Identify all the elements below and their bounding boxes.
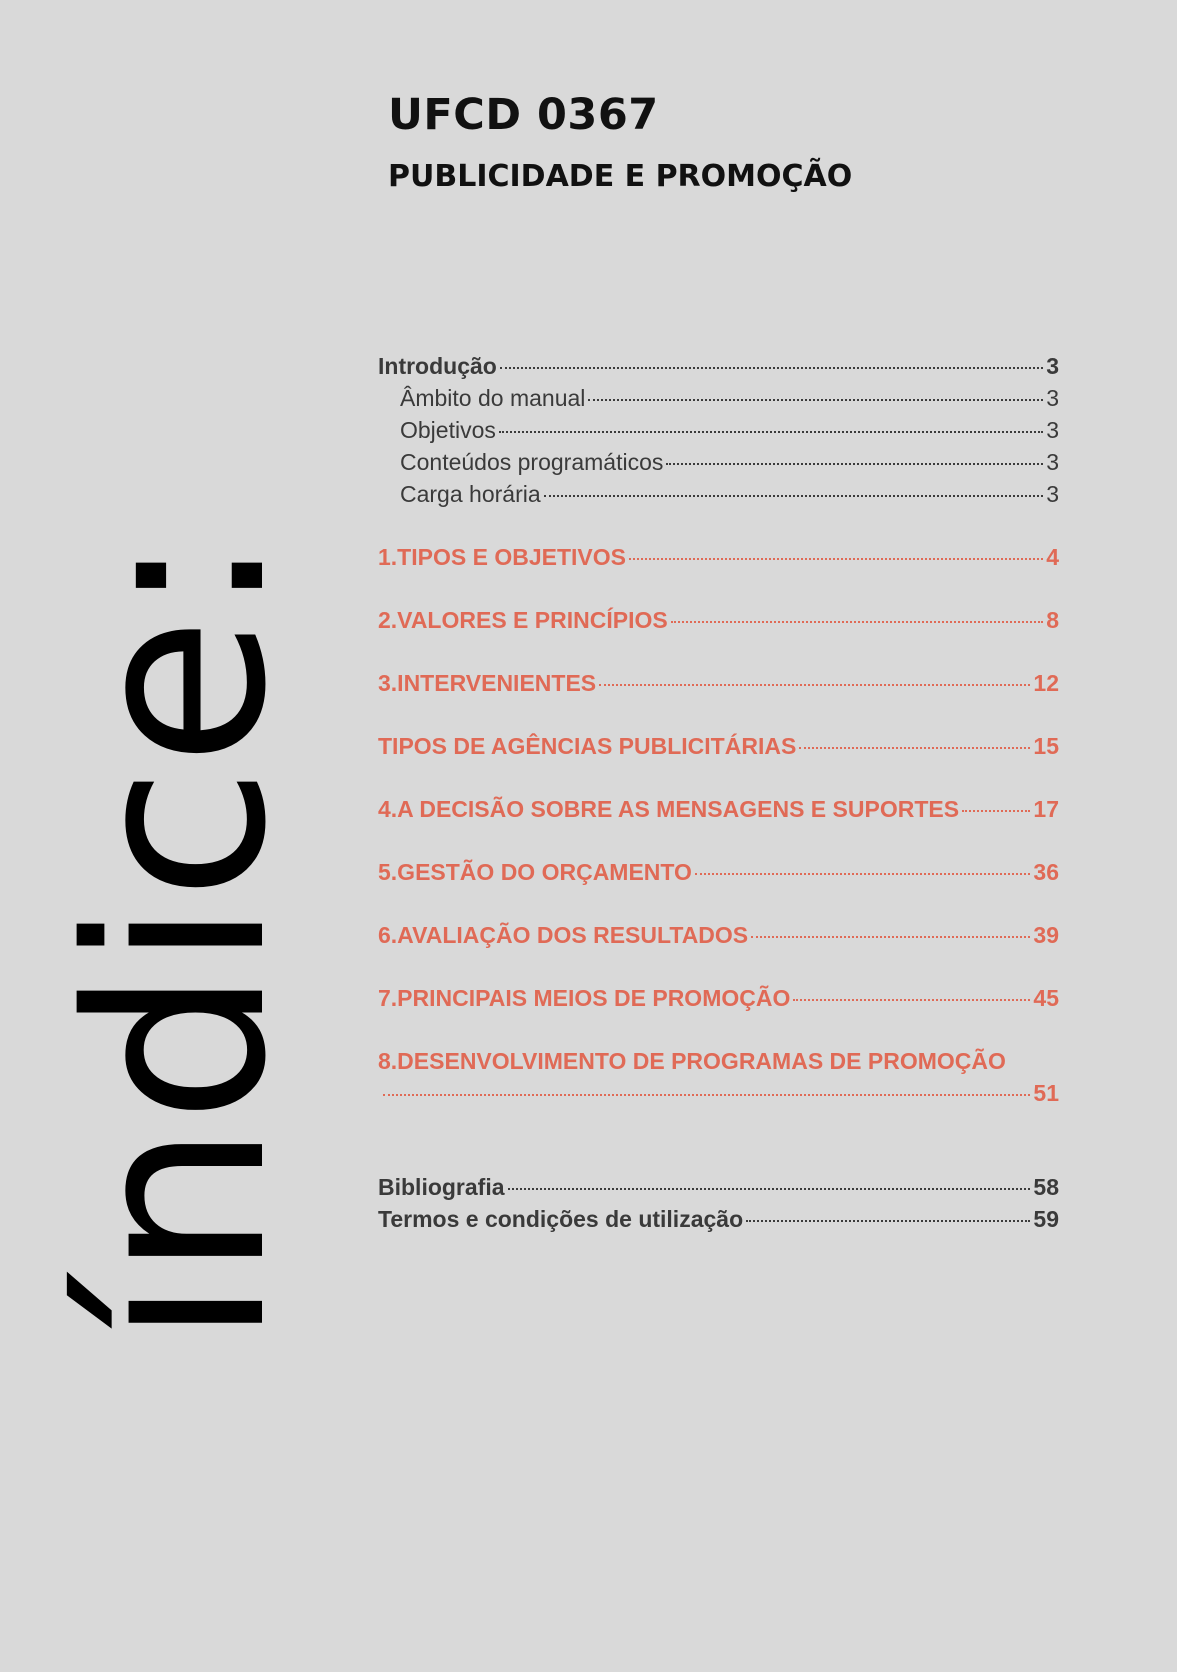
dot-leader <box>544 495 1044 497</box>
toc-chapter-page: 12 <box>1033 670 1059 696</box>
toc-chapter-page: 17 <box>1033 796 1059 822</box>
toc-chapter-page: 45 <box>1033 985 1059 1011</box>
toc-subentry[interactable] <box>378 478 1059 510</box>
toc-entry-page: 3 <box>1046 449 1059 475</box>
dot-leader <box>746 1220 1030 1222</box>
toc-chapter-2[interactable] <box>378 604 1059 636</box>
course-subtitle: PUBLICIDADE E PROMOÇÃO <box>388 159 853 195</box>
toc-entry-label: Objetivos <box>400 417 496 443</box>
toc-section-agencias[interactable] <box>378 730 1059 762</box>
toc-chapter-1[interactable] <box>378 541 1059 573</box>
dot-leader <box>383 1094 1030 1096</box>
dot-leader <box>499 431 1043 433</box>
toc-chapter-label: 4.A DECISÃO SOBRE AS MENSAGENS E SUPORTES <box>378 796 960 822</box>
toc-chapter-page: 8 <box>1046 607 1059 633</box>
toc-entry-bibliografia[interactable] <box>378 1171 1059 1203</box>
toc-chapter-label: 3.INTERVENIENTES <box>378 670 597 696</box>
toc-subentry[interactable] <box>378 446 1059 478</box>
side-title-area <box>36 534 320 1346</box>
toc-chapter-7[interactable] <box>378 982 1059 1014</box>
dot-leader <box>588 399 1043 401</box>
toc-chapter-label: TIPOS DE AGÊNCIAS PUBLICITÁRIAS <box>378 733 797 759</box>
toc-entry-label: Bibliografia <box>378 1174 505 1200</box>
toc-entry-page: 3 <box>1046 417 1059 443</box>
toc-entry-label: Introdução <box>378 353 497 379</box>
table-of-contents <box>378 350 1059 1235</box>
dot-leader <box>500 367 1043 369</box>
index-vertical-title: índice: <box>36 534 320 1346</box>
toc-chapter-label: 2.VALORES E PRINCÍPIOS <box>378 607 668 633</box>
toc-chapter-label: 8.DESENVOLVIMENTO DE PROGRAMAS DE PROMOÇÃO <box>378 1048 1006 1074</box>
dot-leader <box>599 684 1030 686</box>
toc-entry-introducao[interactable] <box>378 350 1059 382</box>
toc-chapter-8-leader-line <box>378 1077 1059 1109</box>
toc-chapter-label: 7.PRINCIPAIS MEIOS DE PROMOÇÃO <box>378 985 791 1011</box>
toc-entry-page: 3 <box>1046 385 1059 411</box>
toc-chapter-label: 5.GESTÃO DO ORÇAMENTO <box>378 859 692 885</box>
toc-entry-page: 58 <box>1033 1174 1059 1200</box>
toc-chapter-page: 15 <box>1033 733 1059 759</box>
toc-entry-label: Âmbito do manual <box>400 385 586 411</box>
dot-leader <box>629 558 1043 560</box>
toc-chapter-3[interactable] <box>378 667 1059 699</box>
document-header <box>388 92 1088 195</box>
dot-leader <box>508 1188 1031 1190</box>
toc-chapter-page: 39 <box>1033 922 1059 948</box>
toc-chapter-4[interactable] <box>378 793 1059 825</box>
dot-leader <box>799 747 1030 749</box>
toc-chapter-8[interactable] <box>378 1045 1059 1109</box>
dot-leader <box>751 936 1030 938</box>
toc-entry-page: 3 <box>1046 481 1059 507</box>
dot-leader <box>671 621 1044 623</box>
dot-leader <box>666 463 1043 465</box>
course-code-title: UFCD 0367 <box>388 90 659 140</box>
toc-entry-page: 3 <box>1046 353 1059 379</box>
toc-entry-termos[interactable] <box>378 1203 1059 1235</box>
toc-subentry[interactable] <box>378 414 1059 446</box>
toc-entry-page: 59 <box>1033 1206 1059 1232</box>
toc-entry-label: Carga horária <box>400 481 541 507</box>
toc-chapter-page: 51 <box>1033 1080 1059 1106</box>
dot-leader <box>962 810 1030 812</box>
toc-chapter-6[interactable] <box>378 919 1059 951</box>
toc-subentry[interactable] <box>378 382 1059 414</box>
toc-chapter-page: 4 <box>1046 544 1059 570</box>
toc-chapter-5[interactable] <box>378 856 1059 888</box>
toc-chapter-label: 1.TIPOS E OBJETIVOS <box>378 544 626 570</box>
dot-leader <box>695 873 1030 875</box>
toc-chapter-label: 6.AVALIAÇÃO DOS RESULTADOS <box>378 922 749 948</box>
toc-chapter-page: 36 <box>1033 859 1059 885</box>
dot-leader <box>793 999 1030 1001</box>
toc-entry-label: Conteúdos programáticos <box>400 449 664 475</box>
toc-entry-label: Termos e condições de utilização <box>378 1206 744 1232</box>
